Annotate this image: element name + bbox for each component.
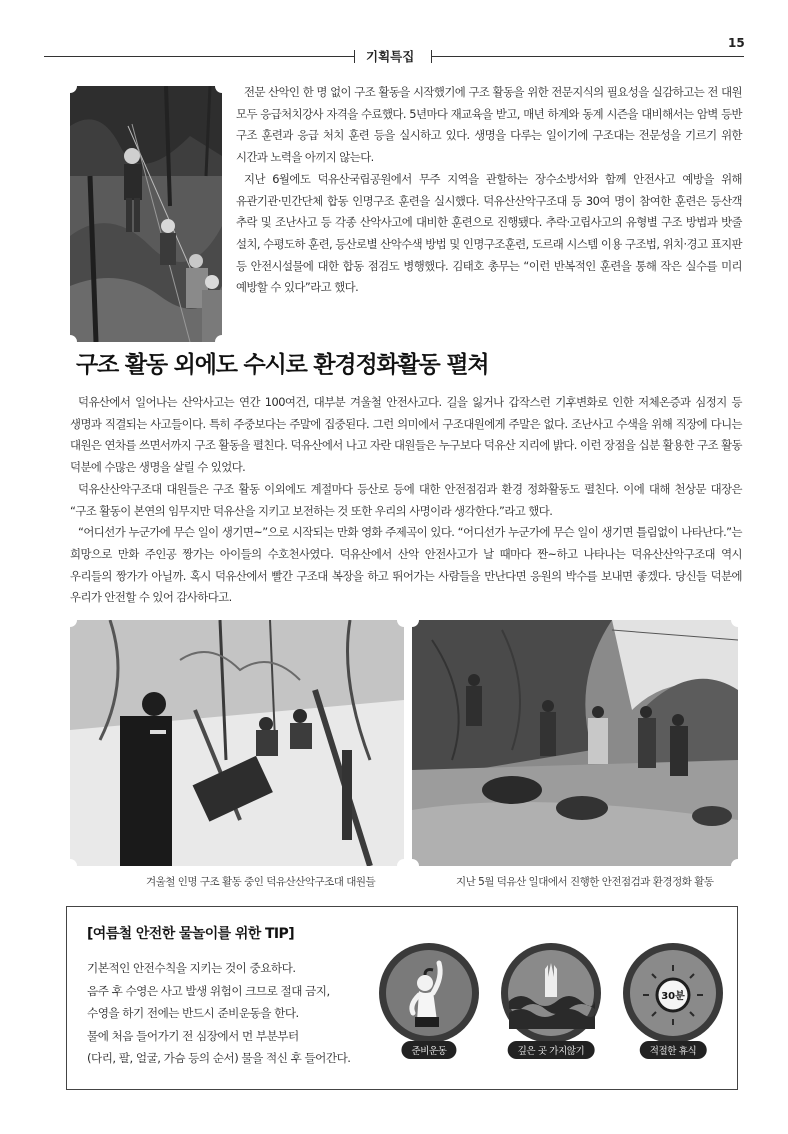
summer-safety-tip-box — [66, 906, 738, 1090]
section-heading: 구조 활동 외에도 수시로 환경정화활동 펼쳐 — [76, 352, 489, 378]
tip-icon-rest — [623, 943, 723, 1057]
section-tag: 기획특집 — [366, 49, 415, 64]
header-rule-right — [432, 56, 744, 57]
tip-text — [87, 957, 350, 1070]
cliff-inspection-caption: 지난 5월 덕유산 일대에서 진행한 안전점검과 환경정화 활동 — [456, 876, 714, 888]
header-rule-tick-left — [354, 50, 355, 63]
tip-icon-label: 깊은 곳 가지않기 — [508, 1041, 595, 1059]
header-rule-left — [44, 56, 354, 57]
stretching-person-icon — [379, 943, 479, 1043]
tip-line: 기본적인 안전수칙을 지키는 것이 중요하다. — [87, 961, 296, 975]
tip-line: 음주 후 수영은 사고 발생 위험이 크므로 절대 금지, — [87, 983, 330, 998]
paragraph: 지난 6월에도 덕유산국립공원에서 무주 지역을 관할하는 장수소방서와 함께 안전사고 예방을 위해 유관기관·민간단체 합동 인명구조 훈련을 실시했다. 덕유산산악구조대 등 30여 명이 참여한 훈련은 등산객 추락 및 조난사고 등 각종 산악사고에 대비한 훈련으로 진행됐다. 추락·고립사고의 유형별 구조 방법과 밧줄 설치, 수평도하 훈련, 등산로별 산악수색 방법 및 인명구조훈련, 도르래 시스템 이용 구조법, 위치·경고 표지판 등 안전시설물에 대한 합동 점검도 병행했다. 김태호 총무는 “이런 반복적인 훈련을 통해 작은 실수를 미리 예방할 수 있다”라고 했다. — [236, 171, 742, 295]
tip-line: 물에 처음 들어가기 전 심장에서 먼 부분부터 — [87, 1028, 299, 1043]
rescue-training-photo — [70, 86, 222, 342]
tip-icon-no-deep-water — [501, 943, 601, 1057]
tip-icon-label: 적절한 휴식 — [640, 1041, 707, 1059]
main-article-text — [70, 392, 742, 609]
timer-30min-icon — [623, 943, 723, 1043]
intro-article-text — [236, 82, 742, 299]
page-number: 15 — [728, 36, 745, 50]
winter-rescue-photo — [70, 620, 404, 866]
drowning-hand-icon — [501, 943, 601, 1043]
tip-line: (다리, 팔, 얼굴, 가슴 등의 순서) 물을 적신 후 들어간다. — [87, 1051, 351, 1066]
winter-rescue-caption: 겨울철 인명 구조 활동 중인 덕유산산악구조대 대원들 — [146, 876, 376, 888]
timer-badge: 30분 — [661, 991, 685, 1002]
tip-title: [여름철 안전한 물놀이를 위한 TIP] — [87, 926, 294, 942]
cliff-inspection-photo — [412, 620, 738, 866]
paragraph: 전문 산악인 한 명 없이 구조 활동을 시작했기에 구조 활동을 위한 전문지식의 필요성을 실감하고는 전 대원 모두 응급처치강사 자격을 수료했다. 5년마다 재교육을 받고, 매년 하계와 동계 시즌을 대비해서는 암벽 등반 구조 훈련과 응급 처치 훈련 등을 실시하고 있다. 생명을 다루는 일이기에 구조대는 전문성을 기르기 위한 시간과 노력을 아끼지 않는다. — [236, 85, 742, 165]
paragraph: 덕유산산악구조대 대원들은 구조 활동 이외에도 계절마다 등산로 등에 대한 안전점검과 환경 정화활동도 펼친다. 이에 대해 천상문 대장은 “구조 활동이 본연의 임무지만 덕유산을 지키고 보전하는 것 또한 우리의 사명이라 생각한다.”라고 했다. — [70, 481, 742, 518]
paragraph: 덕유산에서 일어나는 산악사고는 연간 100여건, 대부분 겨울철 안전사고다. 길을 잃거나 갑작스런 기후변화로 인한 저체온증과 심정지 등 생명과 직결되는 사고들이다. 특히 주중보다는 주말에 집중된다. 그런 의미에서 구조대원에게 주말은 없다. 조난사고 수색을 위해 직장에 다니는 대원은 연차를 쓰면서까지 구조 활동을 펼친다. 덕유산에서 나고 자란 대원들은 누구보다 덕유산 지리에 밝다. 이런 장점을 십분 활용한 구조 활동 덕분에 수많은 생명을 살릴 수 있었다. — [70, 395, 742, 475]
paragraph: “어디선가 누군가에 무슨 일이 생기면~”으로 시작되는 만화 영화 주제곡이 있다. “어디선가 누군가에 무슨 일이 생기면 틀림없이 나타난다.”는 희망으로 만화 주인공 짱가는 아이들의 수호천사였다. 덕유산에서 산악 안전사고가 날 때마다 짠~하고 나타나는 덕유산산악구조대 역시 우리들의 짱가가 아닐까. 혹시 덕유산에서 빨간 구조대 복장을 하고 뛰어가는 사람들을 만난다면 응원의 박수를 보내면 좋겠다. 당신들 덕분에 우리가 안전할 수 있어 감사하다고. — [70, 525, 742, 605]
tip-line: 수영을 하기 전에는 반드시 준비운동을 한다. — [87, 1006, 299, 1021]
tip-icon-warmup — [379, 943, 479, 1057]
tip-icon-label: 준비운동 — [401, 1041, 456, 1059]
